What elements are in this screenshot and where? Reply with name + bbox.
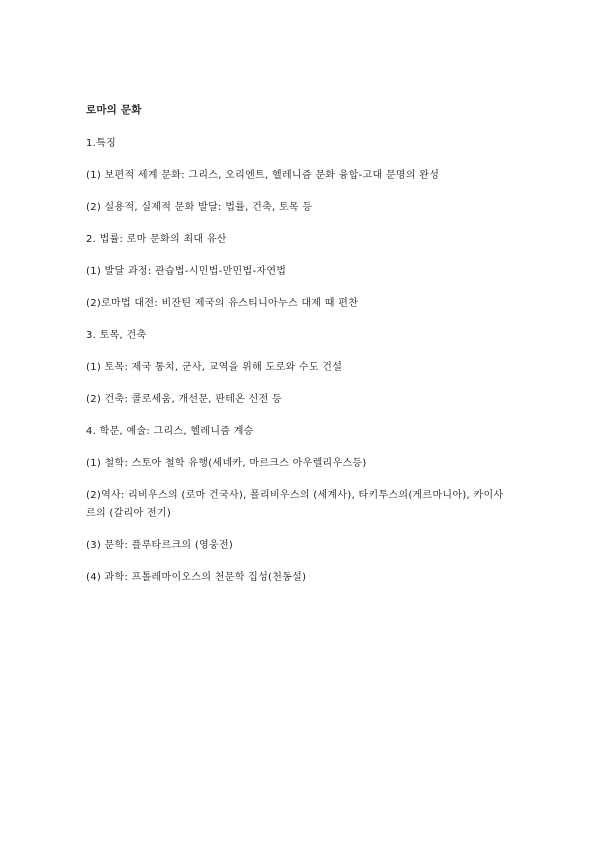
list-item: (2)로마법 대전: 비잔틴 제국의 유스티니아누스 대제 때 편찬	[86, 298, 359, 309]
list-item: (1) 발달 과정: 관습법-시민법-만민법-자연법	[86, 266, 287, 277]
list-item: (1) 보편적 세계 문화: 그리스, 오리엔트, 헬레니즘 문화 융합-고대 문명의 완성	[86, 170, 440, 181]
list-item: (4) 과학: 프톨레마이오스의 천문학 집성(천동설)	[86, 572, 307, 583]
list-item: (1) 철학: 스토아 철학 유행(세네카, 마르크스 아우렐리우스등)	[86, 458, 367, 469]
list-item: (2) 실용적, 실제적 문화 발달: 법률, 건축, 토목 등	[86, 202, 313, 213]
list-item: (2)역사: 리비우스의 (로마 건국사), 폴리비우스의 (세계사), 타키투스의(게르마니아), 카이사 르의 (갈리아 전기)	[86, 490, 556, 519]
list-item: (3) 문학: 플루타르크의 (영웅전)	[86, 540, 234, 551]
section-heading: 2. 법률: 로마 문화의 최대 유산	[86, 234, 227, 245]
list-item: (2) 건축: 콜로세움, 개선문, 판테온 신전 등	[86, 394, 282, 405]
section-heading: 1.특징	[86, 138, 117, 149]
list-item: (1) 토목: 제국 통치, 군사, 교역을 위해 도로와 수도 건설	[86, 362, 343, 373]
document-title: 로마의 문화	[86, 104, 142, 116]
section-heading: 3. 토목, 건축	[86, 330, 147, 341]
document-body	[86, 101, 556, 601]
section-heading: 4. 학문, 예술: 그리스, 헬레니즘 계승	[86, 426, 254, 437]
